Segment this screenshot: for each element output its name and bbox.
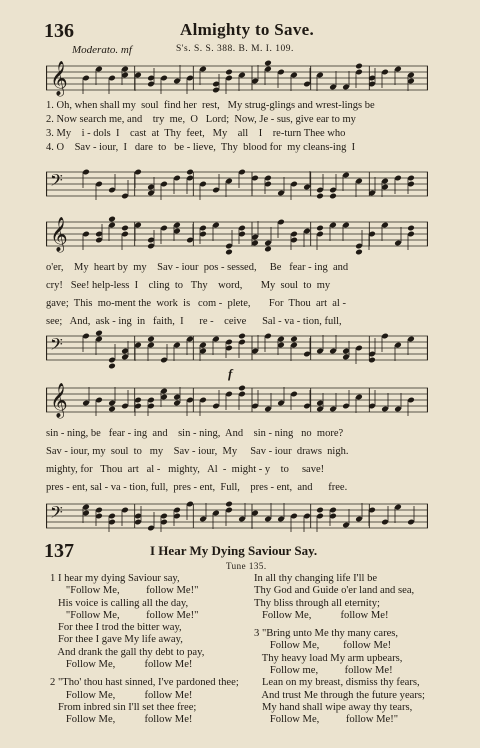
verse-line: 3 "Bring unto Me thy many cares,: [254, 628, 399, 640]
verse-line: And drank the gall thy debt to pay,: [50, 646, 205, 658]
verse-line: Follow Me, follow Me!: [254, 640, 392, 652]
svg-text:𝄢: 𝄢: [50, 170, 63, 194]
hymn-number: 136: [44, 20, 74, 42]
svg-text:𝄞: 𝄞: [50, 383, 68, 418]
hymn-title: I Hear My Dying Saviour Say.: [150, 543, 318, 558]
lyric-line: Sav - iour, my soul to my Sav - iour, My Sav - iour draws nigh.: [46, 446, 349, 457]
treble-staff: [46, 382, 428, 422]
bass-staff: [46, 498, 428, 538]
verse-line: 2 "Tho' thou hast sinned, I've pardoned thee;: [50, 677, 239, 689]
treble-staff: [46, 60, 428, 100]
tempo-marking: Moderato. mf: [72, 44, 132, 56]
lyric-line: 2. Now search me, and try me, O Lord; Now, Je - sus, give ear to my: [46, 114, 356, 125]
verse-line: And trust Me through the future years;: [254, 689, 425, 701]
verse-line: Thy God and Guide o'er land and sea,: [254, 585, 415, 597]
verse-line: In all thy changing life I'll be: [254, 573, 378, 584]
verse-column-left: [50, 573, 239, 727]
music-system-3: [46, 366, 428, 530]
bass-staff: [46, 330, 428, 370]
verse-line: 1 I hear my dying Saviour say,: [50, 573, 180, 584]
verse-column-right: [254, 573, 425, 727]
verse-line: Thy heavy load My arm upbears,: [254, 652, 403, 664]
hymn-title: Almighty to Save.: [180, 20, 315, 39]
verse-line: Follow Me, follow Me!: [50, 689, 193, 701]
lyric-line: see; And, ask - ing in faith, I re - ceive Sal - va - tion, full,: [46, 316, 342, 327]
music-system-2: [46, 210, 428, 360]
music-system-1: [46, 56, 428, 204]
svg-text:𝄞: 𝄞: [50, 217, 68, 252]
verse-line: "Follow Me, follow Me!": [50, 585, 199, 597]
lyric-line: o'er, My heart by my Sav - iour pos - sessed, Be fear - ing and: [46, 262, 349, 273]
verse-line: From inbred sin I'll set thee free;: [50, 701, 197, 713]
lyric-line: mighty, for Thou art al - mighty, Al - might - y to save!: [46, 464, 325, 475]
verse-line: His voice is calling all the day,: [50, 597, 189, 609]
lyric-line: gave; This mo-ment the work is com - plete, For Thou art al -: [46, 298, 346, 309]
verse-line: Follow Me, follow Me!": [254, 714, 399, 726]
lyric-line: 3. My i - dols I cast at Thy feet, My all I re-turn Thee who: [46, 128, 346, 139]
verse-line: Follow Me, follow Me!: [254, 609, 389, 621]
treble-staff: [46, 216, 428, 256]
dynamic-marking: f: [228, 366, 233, 381]
verse-line: For thee I trod the bitter way,: [50, 622, 182, 634]
verse-line: Follow Me, follow Me!: [50, 714, 193, 726]
svg-text:𝄞: 𝄞: [50, 61, 68, 96]
tune-reference: Tune 135.: [226, 561, 267, 571]
lyric-line: cry! See! help-less I cling to Thy word, My soul to my: [46, 280, 331, 291]
verse-line: My hand shall wipe away thy tears,: [254, 701, 413, 713]
lyric-line: 1. Oh, when shall my soul find her rest, My strug-glings and wrest-lings be: [46, 100, 375, 111]
bass-staff: [46, 166, 428, 206]
verse-line: Follow me, follow Me!: [254, 665, 393, 677]
verse-line: Lean on my breast, dismiss thy fears,: [254, 677, 420, 689]
verse-line: For thee I gave My life away,: [50, 634, 183, 646]
lyric-line: sin - ning, be fear - ing and sin - ning, And sin - ning no more?: [46, 428, 344, 439]
hymnal-references: S's. S. S. 388. B. M. I. 109.: [176, 44, 294, 54]
lyric-line: pres - ent, sal - va - tion, full, pres - ent, Full, pres - ent, and free.: [46, 482, 348, 493]
svg-text:𝄢: 𝄢: [50, 334, 63, 358]
hymn-number: 137: [44, 540, 74, 562]
lyric-line: 4. O Sav - iour, I dare to be - lieve, Thy blood for my cleans-ing I: [46, 142, 356, 153]
verse-line: Follow Me, follow Me!: [50, 659, 193, 671]
svg-text:𝄢: 𝄢: [50, 502, 63, 526]
verse-line: "Follow Me, follow Me!": [50, 609, 199, 621]
verse-line: Thy bliss through all eternity;: [254, 597, 380, 609]
